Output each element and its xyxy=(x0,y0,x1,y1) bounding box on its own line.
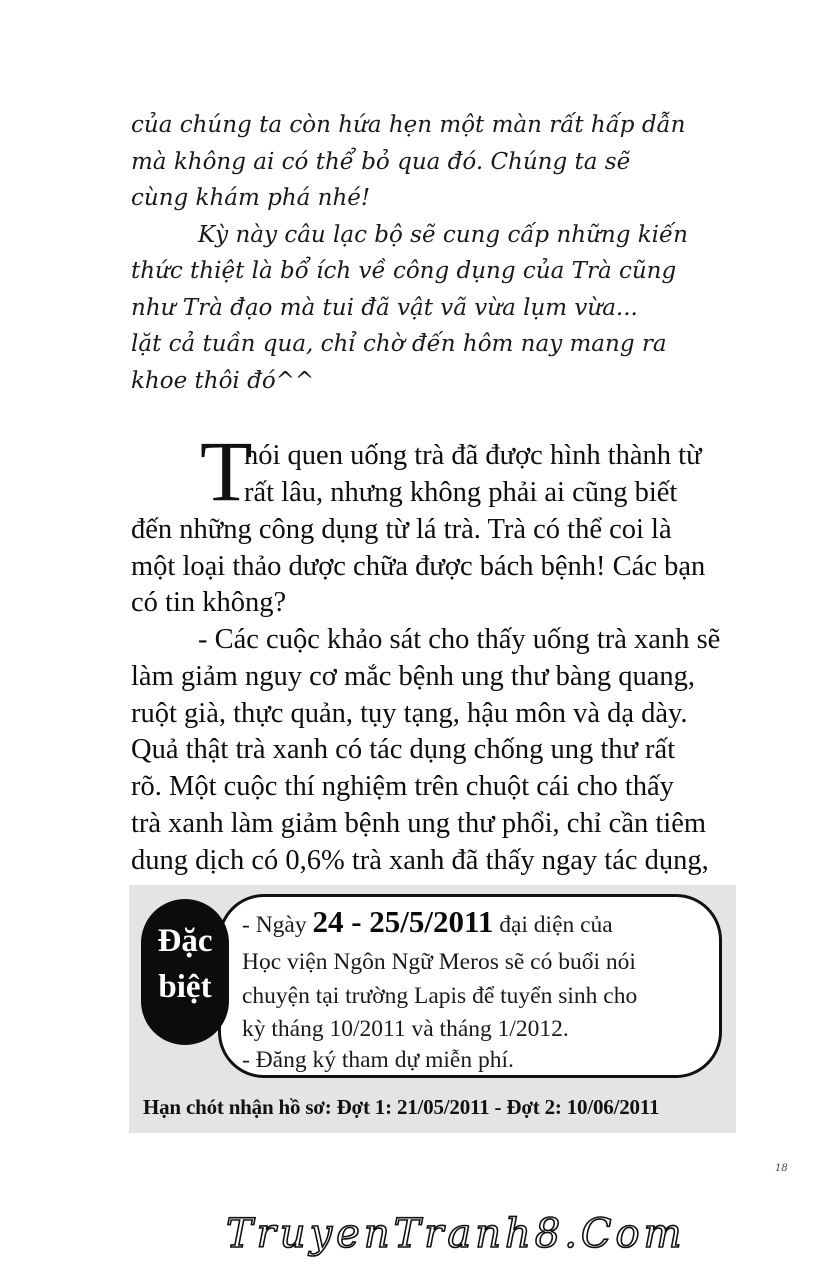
article-first-line-2: rất lâu, nhưng không phải ai cũng biết xyxy=(244,477,678,508)
page-number: 18 xyxy=(775,1163,788,1174)
article-line-9: trà xanh làm giảm bệnh ung thư phổi, chỉ cần tiêm xyxy=(131,808,707,839)
intro-line-2: mà không ai có thể bỏ qua đó. Chúng ta sẽ xyxy=(131,149,631,175)
article-line-3: có tin không? xyxy=(131,587,287,618)
article-line-10: dung dịch có 0,6% trà xanh đã thấy ngay tác dụng, xyxy=(131,845,709,876)
badge-line-1: Đặc xyxy=(157,923,213,959)
notice-line-1-prefix: - Ngày xyxy=(242,912,313,938)
intro-line-3: cùng khám phá nhé! xyxy=(131,185,371,211)
watermark: TruyenTranh8.Com xyxy=(226,1211,686,1257)
article-line-7: Quả thật trà xanh có tác dụng chống ung thư rất xyxy=(131,734,676,765)
notice-deadline: Hạn chót nhận hồ sơ: Đợt 1: 21/05/2011 - Đợt 2: 10/06/2011 xyxy=(143,1095,660,1119)
intro-line-7: lặt cả tuần qua, chỉ chờ đến hôm nay mang ra xyxy=(131,331,667,357)
notice-line-5: - Đăng ký tham dự miễn phí. xyxy=(242,1047,514,1073)
article-dropcap: T xyxy=(200,423,253,519)
notice-line-1 xyxy=(242,904,613,940)
notice-line-1-suffix: đại diện của xyxy=(493,912,613,938)
article-line-6: ruột già, thực quản, tụy tạng, hậu môn và dạ dày. xyxy=(131,698,688,729)
article-line-5: làm giảm nguy cơ mắc bệnh ung thư bàng quang, xyxy=(131,661,695,692)
special-badge xyxy=(141,899,229,1045)
notice-line-4: kỳ tháng 10/2011 và tháng 1/2012. xyxy=(242,1016,569,1042)
notice-line-3: chuyện tại trường Lapis để tuyển sinh cho xyxy=(242,983,638,1009)
intro-line-8: khoe thôi đó^^ xyxy=(131,368,315,394)
article-line-4: - Các cuộc khảo sát cho thấy uống trà xanh sẽ xyxy=(198,624,721,655)
article-line-2: một loại thảo dược chữa được bách bệnh! Các bạn xyxy=(131,551,706,582)
intro-line-5: thức thiệt là bổ ích về công dụng của Trà cũng xyxy=(131,258,677,284)
article-first-line-1: hói quen uống trà đã được hình thành từ xyxy=(244,440,702,471)
intro-line-6: như Trà đạo mà tui đã vật vã vừa lụm vừa... xyxy=(131,295,638,321)
intro-line-4: Kỳ này câu lạc bộ sẽ cung cấp những kiến xyxy=(198,222,688,248)
article-line-8: rõ. Một cuộc thí nghiệm trên chuột cái cho thấy xyxy=(131,771,674,802)
notice-line-2: Học viện Ngôn Ngữ Meros sẽ có buổi nói xyxy=(242,949,636,975)
badge-line-2: biệt xyxy=(158,969,212,1005)
notice-event-date: 24 - 25/5/2011 xyxy=(312,904,494,939)
intro-line-1: của chúng ta còn hứa hẹn một màn rất hấp dẫn xyxy=(131,112,686,138)
article-line-1: đến những công dụng từ lá trà. Trà có thể coi là xyxy=(131,514,672,545)
